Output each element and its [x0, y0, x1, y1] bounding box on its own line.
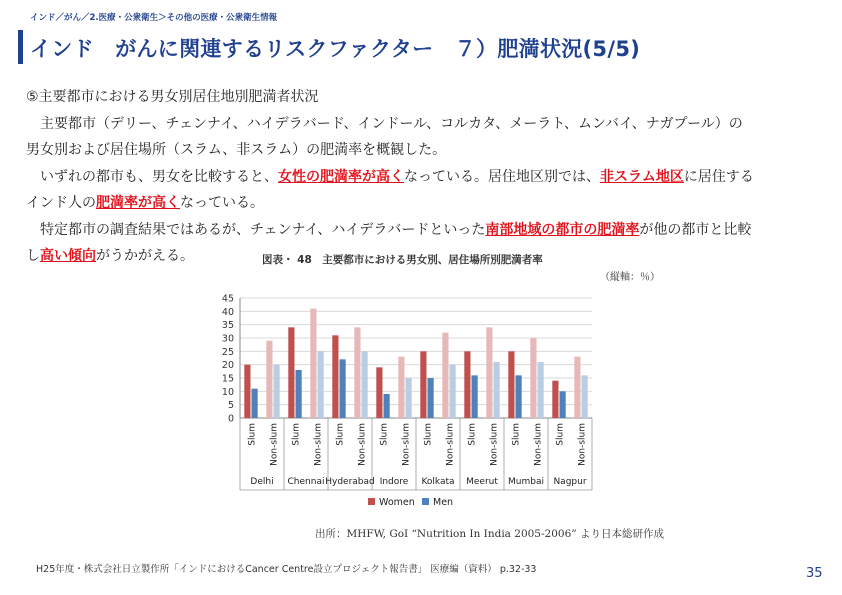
y-tick-label: 35: [221, 320, 234, 332]
bar-men: [384, 394, 390, 418]
text-span: 特定都市の調査結果ではあるが、チェンナイ、ハイデラバードといった: [26, 221, 486, 238]
x-tick-label: Non-slum: [357, 423, 368, 466]
bar-men: [318, 351, 324, 418]
legend-swatch-women: [368, 498, 375, 505]
text-span: がうかがえる。: [96, 248, 194, 264]
chart-unit-label: （縦軸：％）: [600, 272, 660, 283]
x-tick-label: Non-slum: [577, 423, 588, 466]
bar-women: [266, 341, 272, 418]
group-label: Kolkata: [421, 477, 455, 487]
legend-swatch-men: [422, 498, 429, 505]
page-number: 35: [806, 566, 823, 581]
x-tick-label: Non-slum: [533, 423, 544, 466]
text-span: なっている。居住地区別では、: [404, 168, 600, 185]
y-tick-label: 10: [221, 386, 234, 398]
x-tick-label: Non-slum: [401, 423, 412, 466]
bar-men: [406, 378, 412, 418]
breadcrumb: インド／がん／2.医療・公衆衛生＞その他の医療・公衆衛生情報: [30, 13, 278, 23]
x-tick-label: Slum: [291, 423, 302, 446]
y-tick-label: 45: [221, 293, 234, 305]
footer-citation: H25年度・株式会社日立製作所「インドにおけるCancer Centre設立プロジェクト報告書」 医療編（資料） p.32-33: [36, 564, 537, 575]
bar-women: [354, 327, 360, 418]
highlight-text: 非スラム地区: [600, 168, 684, 185]
bar-men: [428, 378, 434, 418]
text-span: 主要都市（デリー、チェンナイ、ハイデラバード、インドール、コルカタ、メーラト、ムンバイ、ナガプール）の: [26, 115, 743, 132]
y-tick-label: 0: [227, 413, 234, 425]
bar-men: [560, 391, 566, 418]
chart-caption: 図表・ 48 主要都市における男女別、居住場所別肥満者率: [262, 254, 543, 266]
bar-women: [464, 351, 470, 418]
y-tick-label: 40: [221, 306, 234, 318]
bar-women: [486, 327, 492, 418]
bar-men: [516, 375, 522, 418]
highlight-text: 南部地域の都市の肥満率: [485, 221, 640, 238]
x-tick-label: Slum: [247, 423, 258, 446]
bar-women: [376, 367, 382, 418]
x-tick-label: Slum: [379, 423, 390, 446]
bar-men: [274, 365, 280, 418]
highlight-text: 女性の肥満率が高く: [278, 168, 404, 185]
bar-women: [574, 357, 580, 418]
y-tick-label: 5: [227, 400, 234, 412]
text-span: いずれの都市も、男女を比較すると、: [26, 168, 278, 185]
bar-women: [530, 338, 536, 418]
bar-women: [244, 365, 250, 418]
group-label: Mumbai: [508, 477, 544, 487]
bar-men: [450, 365, 456, 418]
bar-men: [472, 375, 478, 418]
text-span: に居住する: [683, 168, 754, 185]
bar-women: [288, 327, 294, 418]
highlight-text: 肥満率が高く: [96, 195, 180, 211]
x-tick-label: Slum: [467, 423, 478, 446]
x-tick-label: Non-slum: [313, 423, 324, 466]
x-tick-label: Non-slum: [489, 423, 500, 466]
legend-label-women: Women: [379, 497, 415, 508]
group-label: Hyderabad: [325, 477, 375, 487]
text-span: し: [26, 248, 40, 264]
text-span: が他の都市と比較: [639, 221, 752, 238]
group-label: Chennai: [287, 477, 325, 487]
bar-women: [398, 357, 404, 418]
legend-label-men: Men: [433, 497, 454, 508]
bar-women: [332, 335, 338, 418]
bar-men: [494, 362, 500, 418]
page-title: インド がんに関連するリスクファクター ７）肥満状況(5/5): [30, 37, 641, 61]
highlight-text: 高い傾向: [40, 248, 96, 264]
chart-source: 出所：MHFW, GoI “Nutrition In India 2005-2006” より日本総研作成: [315, 528, 664, 540]
text-span: 男女別および居住場所（スラム、非スラム）の肥満率を概観した。: [26, 142, 447, 158]
text-span: インド人の: [26, 195, 96, 211]
y-tick-label: 25: [221, 346, 234, 358]
bar-women: [508, 351, 514, 418]
x-tick-label: Slum: [511, 423, 522, 446]
group-label: Nagpur: [553, 477, 587, 487]
bar-men: [582, 375, 588, 418]
bar-men: [362, 351, 368, 418]
y-tick-label: 30: [221, 333, 234, 345]
bar-men: [296, 370, 302, 418]
bar-women: [552, 381, 558, 418]
text-span: なっている。: [180, 195, 264, 211]
x-tick-label: Non-slum: [269, 423, 280, 466]
group-label: Delhi: [250, 477, 274, 487]
section-heading: ⑤主要都市における男女別居住地別肥満者状況: [26, 89, 319, 105]
group-label: Meerut: [466, 477, 498, 487]
x-tick-label: Slum: [335, 423, 346, 446]
bar-women: [420, 351, 426, 418]
bar-women: [442, 333, 448, 418]
x-tick-label: Non-slum: [445, 423, 456, 466]
x-tick-label: Slum: [555, 423, 566, 446]
bar-women: [310, 309, 316, 418]
bar-men: [538, 362, 544, 418]
y-tick-label: 20: [221, 360, 234, 372]
bar-men: [252, 389, 258, 418]
x-tick-label: Slum: [423, 423, 434, 446]
y-tick-label: 15: [221, 373, 234, 385]
group-label: Indore: [379, 477, 409, 487]
bar-men: [340, 359, 346, 418]
